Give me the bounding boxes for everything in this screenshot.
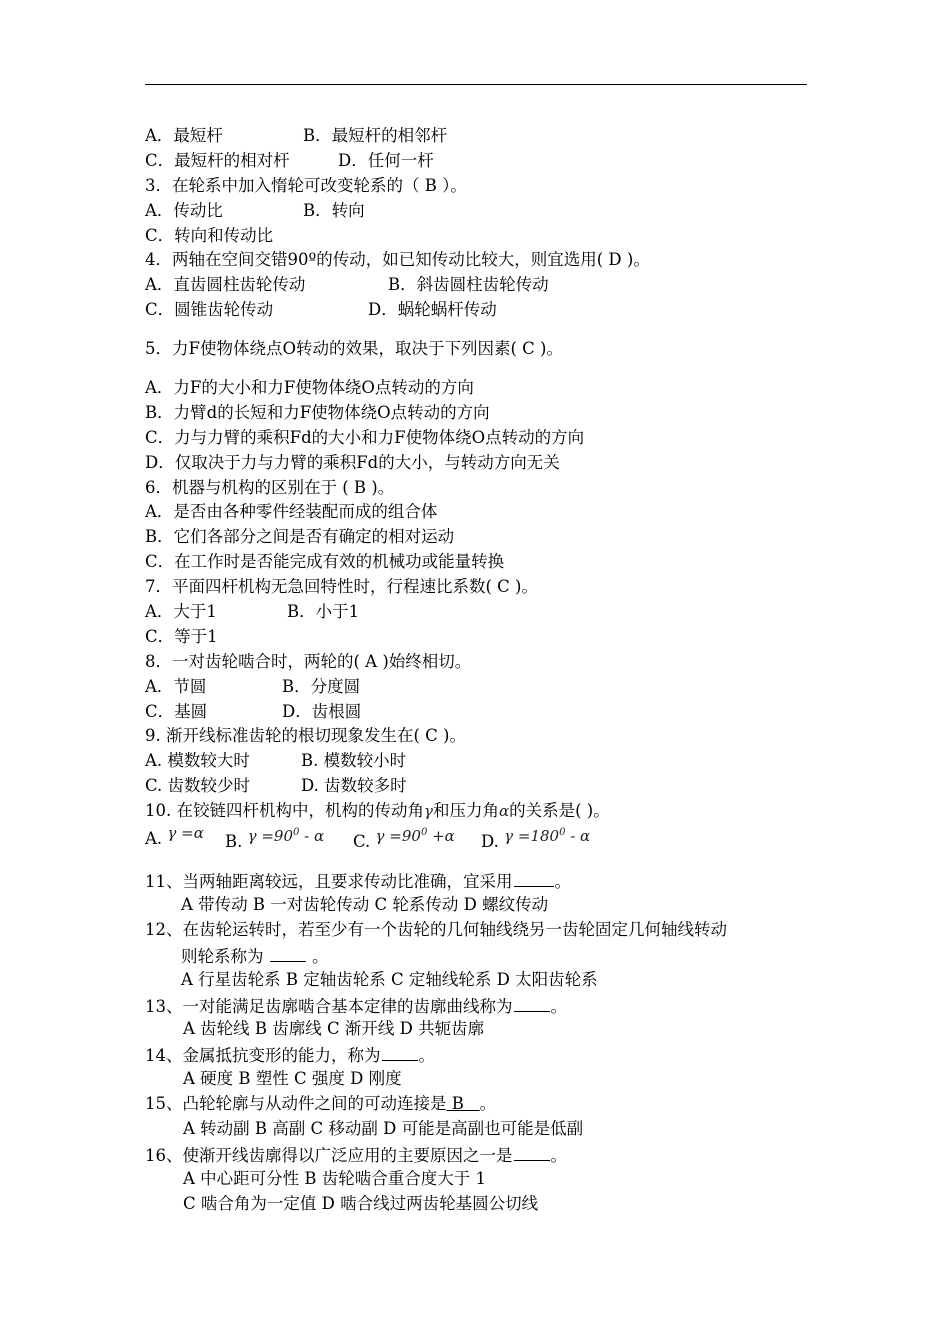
- q10-option-a: A. γ =α: [145, 824, 204, 849]
- question-line: [145, 124, 815, 149]
- question-line: [145, 1067, 815, 1092]
- question-line: [145, 700, 815, 725]
- line-segment: A．直齿圆柱齿轮传动: [145, 275, 306, 295]
- answer-blank: [382, 1042, 418, 1061]
- line-segment: B. 模数较小时: [301, 751, 407, 771]
- line-segment: A．大于1: [145, 602, 217, 622]
- line-text: C 啮合角为一定值 D 啮合线过两齿轮基圆公切线: [183, 1193, 539, 1213]
- line-segment: A．力F的大小和力F使物体绕O点转动的方向: [145, 378, 474, 398]
- line-text: 11、当两轴距离较远，且要求传动比准确，宜采用: [145, 872, 513, 892]
- question-line: [145, 298, 815, 323]
- question-line: [145, 248, 815, 273]
- line-text: A 带传动 B 一对齿轮传动 C 轮系传动 D 螺纹传动: [181, 894, 549, 914]
- line-segment: C. 齿数较少时: [145, 776, 251, 796]
- line-text: A 行星齿轮系 B 定轴齿轮系 C 定轴线轮系 D 太阳齿轮系: [181, 969, 598, 989]
- q10-option-b: B. $\gamma =90^0 - \alpha$: [225, 827, 325, 852]
- line-segment: B．分度圆: [282, 676, 361, 696]
- line-segment: 3．在轮系中加入惰轮可改变轮系的（ B ）。: [145, 175, 467, 195]
- line-segment: D．任何一杆: [338, 150, 434, 170]
- question-line: [145, 893, 815, 918]
- line-end-punct: 。: [550, 996, 567, 1016]
- q10-options: [145, 824, 815, 854]
- line-segment: A. 模数较大时: [145, 751, 250, 771]
- line-segment: 4．两轴在空间交错90º的传动，如已知传动比较大，则宜选用( D )。: [145, 250, 650, 270]
- line-end-punct: 。: [550, 1145, 567, 1165]
- document-body: [145, 124, 815, 1217]
- line-segment: C．转向和传动比: [145, 225, 274, 245]
- header-rule: [145, 84, 807, 85]
- line-segment: B．小于1: [287, 602, 360, 622]
- question-line: [145, 1142, 815, 1167]
- line-segment: 6．机器与机构的区别在于 ( B )。: [145, 477, 395, 497]
- question-line: [145, 650, 815, 675]
- question-line: [145, 968, 815, 993]
- line-text: 14、金属抵抗变形的能力，称为: [145, 1046, 381, 1066]
- line-text: A 齿轮线 B 齿廓线 C 渐开线 D 共轭齿廓: [183, 1019, 485, 1039]
- line-end-punct: 。: [418, 1046, 435, 1066]
- line-segment: C．在工作时是否能完成有效的机械功或能量转换: [145, 552, 505, 572]
- line-text: 12、在齿轮运转时，若至少有一个齿轮的几何轴线绕另一齿轮固定几何轴线转动: [145, 919, 727, 939]
- line-segment: C．基圆: [145, 701, 208, 721]
- question-line: [145, 993, 815, 1018]
- answer-blank: [514, 993, 550, 1012]
- line-segment: D. 齿数较多时: [301, 776, 407, 796]
- question-line: [145, 918, 815, 943]
- question-line: [145, 675, 815, 700]
- line-segment: C．等于1: [145, 626, 218, 646]
- question-line: [145, 1167, 815, 1192]
- later-questions: [145, 868, 815, 1216]
- question-line: [145, 868, 815, 893]
- question-line: [145, 525, 815, 550]
- question-line: [145, 376, 815, 401]
- question-line: [145, 1017, 815, 1042]
- line-segment: C．圆锥齿轮传动: [145, 300, 274, 320]
- question-line: [145, 174, 815, 199]
- question-line: [145, 337, 815, 362]
- question-line: [145, 476, 815, 501]
- answer-blank: [514, 1142, 550, 1161]
- q10-prefix: 10. 在铰链四杆机构中，机构的传动角: [145, 801, 424, 821]
- line-segment: C．力与力臂的乘积Fd的大小和力F使物体绕O点转动的方向: [145, 427, 585, 447]
- line-segment: D．仅取决于力与力臂的乘积Fd的大小，与转动方向无关: [145, 452, 560, 472]
- question-line: [145, 426, 815, 451]
- question-line: [145, 724, 815, 749]
- gamma-symbol: γ: [424, 802, 433, 821]
- line-segment: A．最短杆: [145, 126, 223, 145]
- line-segment: B．最短杆的相邻杆: [303, 126, 448, 145]
- line-text: A 中心距可分性 B 齿轮啮合重合度大于 1: [183, 1168, 487, 1188]
- question-line: [145, 1092, 815, 1117]
- question-line: [145, 1192, 815, 1217]
- line-text: A 转动副 B 高副 C 移动副 D 可能是高副也可能是低副: [183, 1118, 584, 1138]
- line-text: 16、使渐开线齿廓得以广泛应用的主要原因之一是: [145, 1145, 513, 1165]
- line-segment: B．转向: [303, 200, 365, 220]
- question-line: [145, 625, 815, 650]
- question-line: [145, 943, 815, 968]
- answer-blank: [270, 943, 306, 962]
- line-segment: 8．一对齿轮啮合时，两轮的( A )始终相切。: [145, 651, 472, 671]
- q10-stem: [145, 799, 815, 824]
- line-text: 13、一对能满足齿廓啮合基本定律的齿廓曲线称为: [145, 996, 513, 1016]
- answer-blank: [514, 868, 554, 887]
- alpha-symbol: α: [498, 802, 510, 821]
- line-end-punct: 。: [306, 946, 329, 966]
- question-lines: [145, 124, 815, 799]
- line-segment: 9. 渐开线标准齿轮的根切现象发生在( C )。: [145, 726, 466, 746]
- line-text: 则轮系称为: [181, 946, 269, 966]
- q10-mid: 和压力角: [432, 801, 499, 821]
- question-line: [145, 500, 815, 525]
- question-line: [145, 749, 815, 774]
- question-line: [145, 600, 815, 625]
- line-text: 15、凸轮轮廓与从动件之间的可动连接是: [145, 1094, 447, 1114]
- question-line: [145, 774, 815, 799]
- line-text: A 硬度 B 塑性 C 强度 D 刚度: [183, 1069, 402, 1089]
- line-segment: A．节圆: [145, 676, 207, 696]
- question-line: [145, 149, 815, 174]
- line-segment: C．最短杆的相对杆: [145, 150, 290, 170]
- question-line: [145, 1042, 815, 1067]
- q10-option-d: D. $\gamma =180^0 - \alpha$: [481, 827, 591, 852]
- line-segment: B．它们各部分之间是否有确定的相对运动: [145, 527, 455, 547]
- question-line: [145, 401, 815, 426]
- line-end-punct: 。: [554, 872, 571, 892]
- question-line: [145, 1117, 815, 1142]
- question-line: [145, 575, 815, 600]
- line-segment: 5．力F使物体绕点O转动的效果，取决于下列因素( C )。: [145, 339, 563, 359]
- underlined-answer: B: [446, 1094, 480, 1114]
- question-line: [145, 199, 815, 224]
- question-line: [145, 224, 815, 249]
- question-line: [145, 273, 815, 298]
- line-segment: D．齿根圆: [282, 701, 362, 721]
- question-line: [145, 550, 815, 575]
- line-segment: 7．平面四杆机构无急回特性时，行程速比系数( C )。: [145, 577, 538, 597]
- q10-option-c: C. $\gamma =90^0 +\alpha$: [353, 827, 455, 852]
- line-segment: A．是否由各种零件经装配而成的组合体: [145, 502, 438, 522]
- line-segment: B．力臂d的长短和力F使物体绕O点转动的方向: [145, 402, 490, 422]
- q10-suffix: 的关系是( )。: [509, 801, 610, 821]
- question-line: [145, 451, 815, 476]
- line-segment: A．传动比: [145, 200, 223, 220]
- line-segment: B．斜齿圆柱齿轮传动: [388, 275, 549, 295]
- line-end-punct: 。: [479, 1094, 497, 1114]
- line-segment: D．蜗轮蜗杆传动: [368, 300, 497, 320]
